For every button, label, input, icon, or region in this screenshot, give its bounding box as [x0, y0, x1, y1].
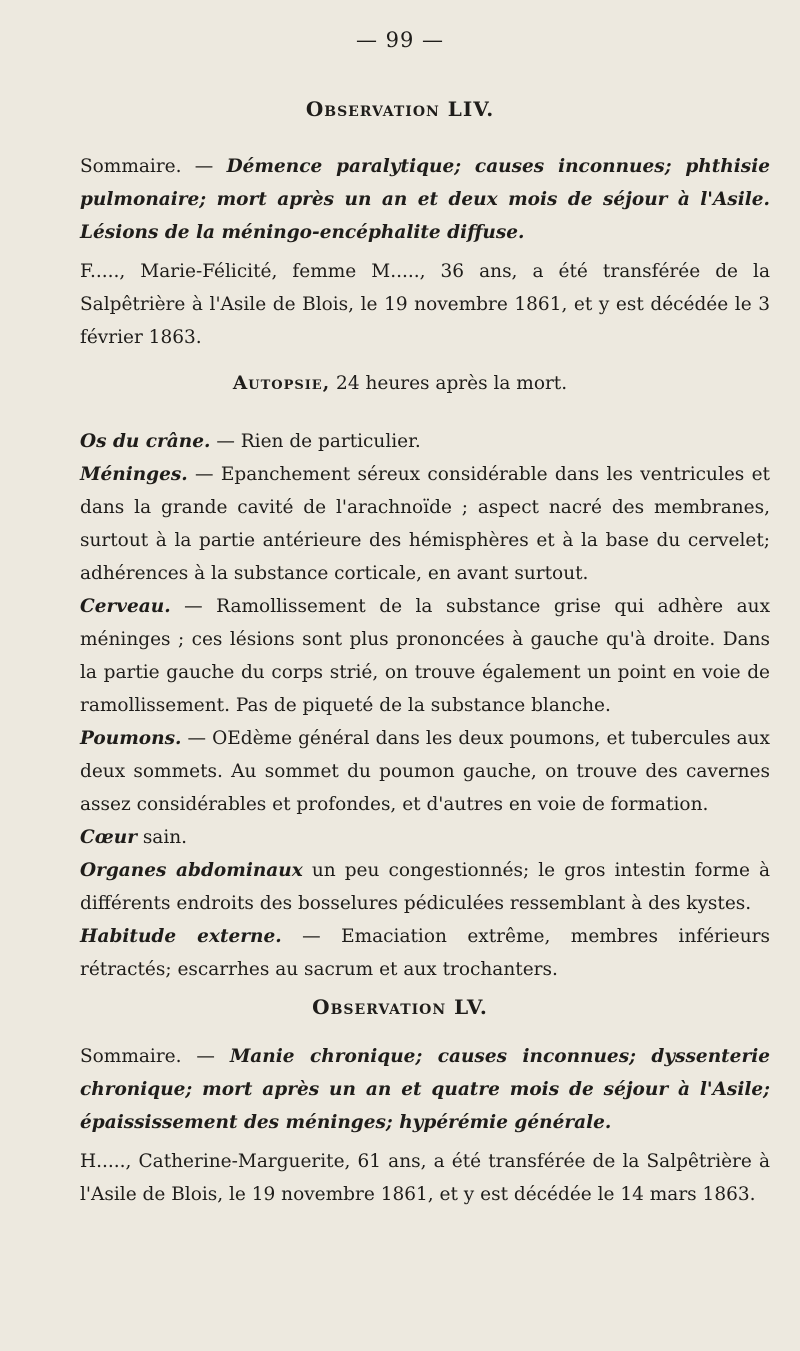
summary-label: Sommaire. — [80, 156, 227, 177]
patient-intro: F....., Marie-Félicité, femme M....., 36 ans, a été transférée de la Salpêtrière à l'Asile de Blois, le 19 novembre 1861, et y est décédée le 3 février 1863. [80, 261, 770, 348]
patient-intro: H....., Catherine-Marguerite, 61 ans, a été transférée de la Salpêtrière à l'Asile de Blois, le 19 novembre 1861, et y est décédée le 14 mars 1863. [80, 1151, 770, 1205]
observation-54-intro [80, 255, 770, 354]
observation-55-title: Observation LV. [312, 995, 488, 1019]
observation-54-summary [80, 150, 770, 249]
autopsy-label: Autopsie, [232, 373, 331, 394]
observation-55-summary [80, 1040, 770, 1139]
summary-text: Manie chronique; causes inconnues; dyssenterie chronique; mort après un an et quatre mois de séjour à l'Asile; épaississement des méninges; hypérémie générale. [80, 1046, 771, 1133]
observation-54-title: Observation LIV. [305, 97, 495, 121]
finding-organes-abdominaux: Organes abdominaux un peu congestionnés; le gros intestin forme à différents endroits des bosselures pédiculées ressemblant à des kystes. [80, 860, 770, 914]
finding-os-crane: Os du crâne. — Rien de particulier. [80, 431, 421, 452]
page-number: — 99 — [355, 28, 445, 52]
finding-meninges: Méninges. — Epanchement séreux considérable dans les ventricules et dans la grande cavité de l'arachnoïde ; aspect nacré des membranes, surtout à la partie antérieure des hémisphères et à la base du cervelet; adhérences à la substance corticale, en avant surtout. [80, 464, 770, 584]
finding-poumons: Poumons. — OEdème général dans les deux poumons, et tubercules aux deux sommets. Au sommet du poumon gauche, on trouve des cavernes assez considérables et profondes, et d'autres en voie de formation. [80, 728, 770, 815]
autopsy-findings [80, 425, 770, 986]
summary-text: Démence paralytique; causes inconnues; phthisie pulmonaire; mort après un an et deux mois de séjour à l'Asile. Lésions de la méningo-encéphalite diffuse. [80, 156, 770, 243]
summary-label: Sommaire. — [80, 1046, 230, 1067]
autopsy-text: 24 heures après la mort. [330, 373, 568, 394]
finding-cerveau: Cerveau. — Ramollissement de la substance grise qui adhère aux méninges ; ces lésions sont plus prononcées à gauche qu'à droite. Dans la partie gauche du corps strié, on trouve également un point en voie de ramollissement. Pas de piqueté de la substance blanche. [80, 596, 770, 716]
autopsy-heading [0, 373, 800, 394]
finding-habitude-externe: Habitude externe. — Emaciation extrême, membres inférieurs rétractés; escarrhes au sacrum et aux trochanters. [80, 926, 770, 980]
observation-55-intro [80, 1145, 770, 1211]
finding-coeur: Cœur sain. [80, 827, 188, 848]
